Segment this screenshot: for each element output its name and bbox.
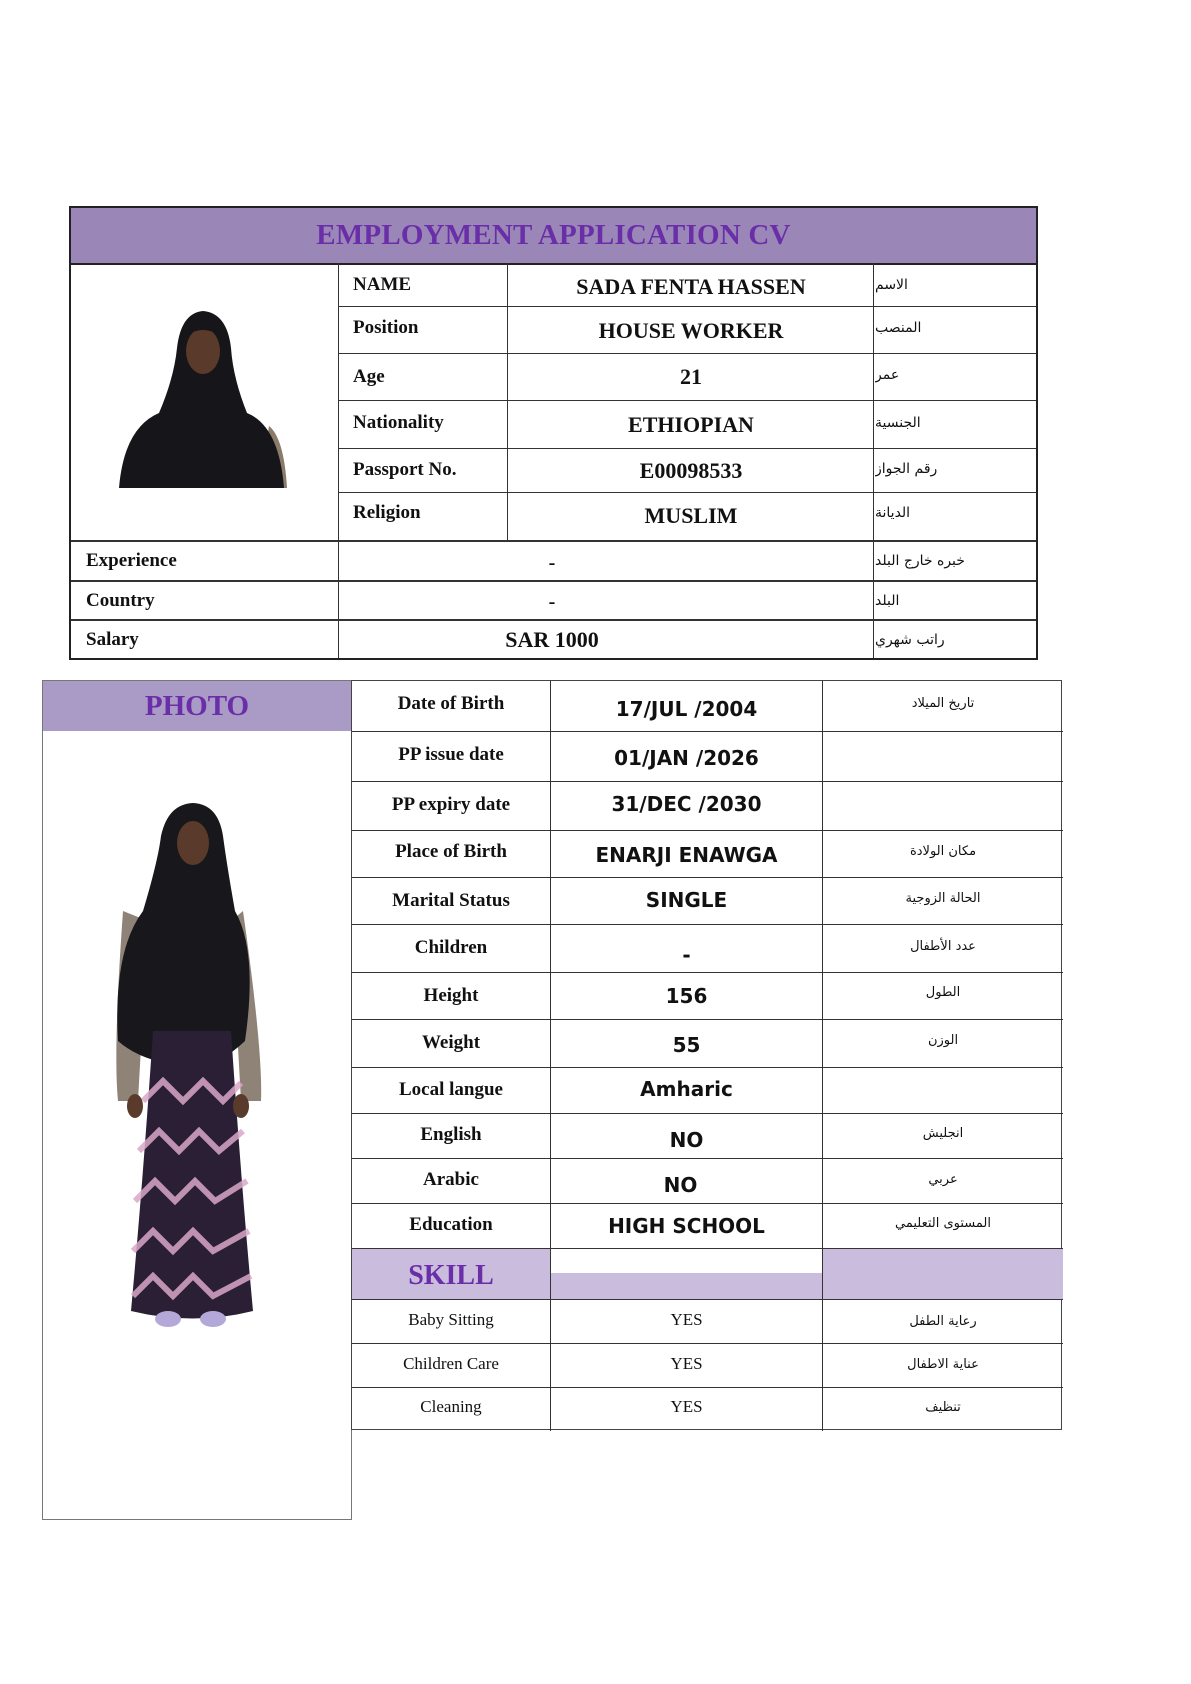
label-english: English bbox=[420, 1123, 482, 1145]
label-age: Age bbox=[353, 365, 385, 387]
skill-heading: SKILL bbox=[408, 1260, 494, 1291]
value-country: - bbox=[548, 591, 556, 613]
value-age: 21 bbox=[680, 363, 702, 389]
details-table bbox=[351, 680, 1062, 1430]
value-place-of-birth: ENARJI ENAWGA bbox=[595, 843, 778, 867]
value-dob: 17/JUL /2004 bbox=[615, 697, 758, 721]
skill-label-children-care: Children Care bbox=[403, 1354, 499, 1373]
label-passport: Passport No. bbox=[353, 459, 457, 480]
arabic-place-of-birth: مكان الولادة bbox=[909, 844, 977, 859]
arabic-nationality: الجنسية bbox=[875, 415, 921, 431]
value-pp-expiry: 31/DEC /2030 bbox=[611, 791, 762, 816]
arabic-children: عدد الأطفال bbox=[910, 938, 976, 954]
label-marital-status: Marital Status bbox=[392, 889, 510, 911]
arabic-pp-expiry bbox=[823, 781, 1063, 830]
value-height: 156 bbox=[665, 983, 708, 1008]
value-position: HOUSE WORKER bbox=[598, 317, 784, 343]
label-education: Education bbox=[409, 1213, 493, 1235]
skill-arabic-baby-sitting: رعاية الطفل bbox=[909, 1313, 977, 1329]
arabic-salary: راتب شهري bbox=[875, 631, 945, 648]
value-english: NO bbox=[669, 1128, 704, 1152]
arabic-marital-status: الحالة الزوجية bbox=[905, 891, 981, 906]
value-local-language: Amharic bbox=[640, 1077, 733, 1101]
value-religion: MUSLIM bbox=[644, 503, 738, 528]
label-position: Position bbox=[353, 316, 419, 338]
value-weight: 55 bbox=[672, 1033, 701, 1057]
arabic-age: عمر bbox=[875, 366, 900, 383]
arabic-experience: خبره خارج البلد bbox=[875, 553, 965, 569]
label-dob: Date of Birth bbox=[397, 692, 505, 714]
arabic-name: الاسم bbox=[875, 276, 908, 293]
label-country: Country bbox=[86, 589, 155, 611]
skill-value-baby-sitting: YES bbox=[670, 1310, 703, 1329]
arabic-arabic: عربي bbox=[928, 1172, 958, 1187]
value-pp-issue: 01/JAN /2026 bbox=[614, 746, 759, 770]
arabic-weight: الوزن bbox=[927, 1033, 959, 1048]
label-nationality: Nationality bbox=[353, 412, 444, 433]
label-religion: Religion bbox=[353, 502, 421, 523]
skill-label-baby-sitting: Baby Sitting bbox=[408, 1310, 494, 1329]
arabic-passport: رقم الجواز bbox=[875, 461, 938, 477]
skill-label-cleaning: Cleaning bbox=[420, 1397, 482, 1416]
value-passport: E00098533 bbox=[639, 458, 743, 483]
label-children: Children bbox=[414, 937, 488, 958]
value-education: HIGH SCHOOL bbox=[608, 1213, 765, 1238]
full-body-photo bbox=[113, 801, 273, 1366]
photo-panel bbox=[42, 680, 352, 1520]
arabic-local-language bbox=[823, 1067, 1063, 1113]
label-weight: Weight bbox=[421, 1031, 481, 1053]
label-pp-expiry: PP expiry date bbox=[391, 793, 511, 815]
portrait-photo bbox=[119, 308, 287, 488]
skill-value-cleaning: YES bbox=[670, 1397, 703, 1416]
arabic-position: المنصب bbox=[875, 319, 922, 336]
arabic-education: المستوى التعليمي bbox=[895, 1216, 991, 1231]
skill-arabic-cleaning: تنظيف bbox=[925, 1399, 961, 1415]
cv-header-table bbox=[69, 206, 1038, 660]
skill-arabic-children-care: عناية الاطفال bbox=[907, 1356, 979, 1372]
value-arabic: NO bbox=[663, 1173, 698, 1197]
label-name: NAME bbox=[353, 273, 412, 295]
label-salary: Salary bbox=[86, 628, 139, 650]
value-nationality: ETHIOPIAN bbox=[628, 411, 754, 437]
arabic-religion: الديانة bbox=[875, 505, 911, 521]
value-experience: - bbox=[548, 551, 556, 574]
cv-title: EMPLOYMENT APPLICATION CV bbox=[71, 208, 1036, 265]
label-place-of-birth: Place of Birth bbox=[395, 840, 507, 862]
photo-heading: PHOTO bbox=[43, 681, 351, 731]
arabic-country: البلد bbox=[875, 592, 900, 609]
label-local-language: Local langue bbox=[399, 1079, 503, 1100]
arabic-pp-issue bbox=[823, 731, 1063, 781]
value-salary: SAR 1000 bbox=[505, 626, 599, 652]
value-marital-status: SINGLE bbox=[645, 887, 728, 912]
label-pp-issue: PP issue date bbox=[398, 744, 504, 765]
arabic-english: انجليش bbox=[922, 1126, 964, 1141]
arabic-dob: تاريخ الميلاد bbox=[911, 696, 975, 711]
label-experience: Experience bbox=[86, 550, 177, 571]
arabic-height: الطول bbox=[925, 985, 961, 1000]
label-arabic: Arabic bbox=[423, 1168, 479, 1190]
value-children: - bbox=[682, 943, 691, 967]
skill-value-children-care: YES bbox=[670, 1354, 703, 1373]
label-height: Height bbox=[423, 984, 479, 1006]
value-name: SADA FENTA HASSEN bbox=[576, 273, 806, 299]
